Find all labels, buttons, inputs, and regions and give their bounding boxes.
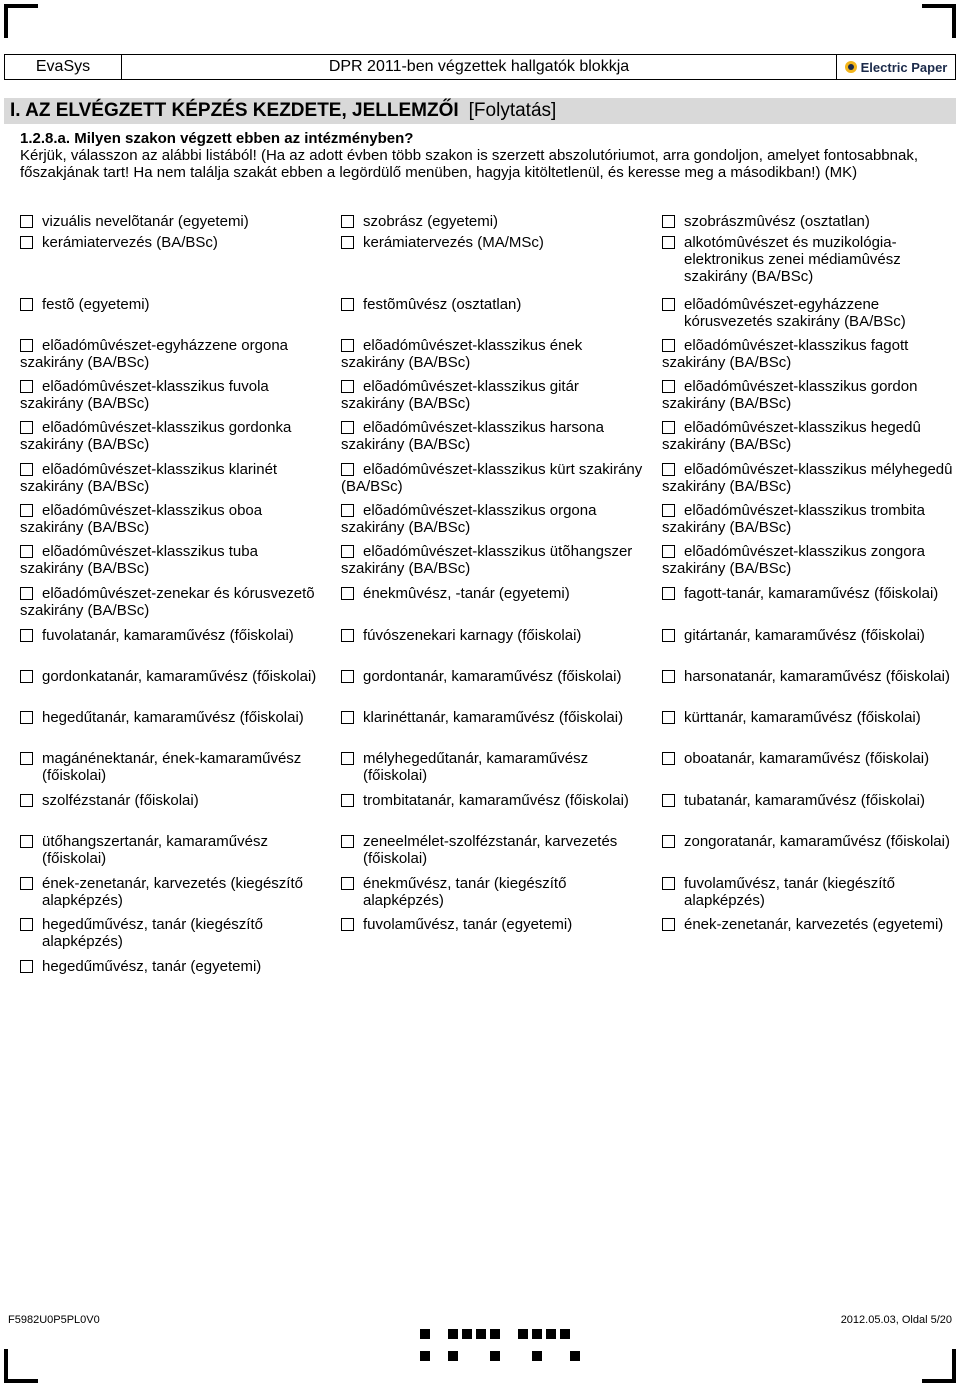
- option-item[interactable]: [662, 750, 960, 767]
- option-label: elõadómûvészet-klasszikus harsona szakirány (BA/BSc): [341, 419, 604, 453]
- barcode-block: [448, 1329, 458, 1339]
- option-label: elõadómûvészet-klasszikus mélyhegedû szakirány (BA/BSc): [662, 461, 953, 495]
- option-label: elõadómûvészet-klasszikus trombita szakirány (BA/BSc): [662, 502, 925, 536]
- option-item[interactable]: [20, 419, 325, 453]
- section-continued: [Folytatás]: [468, 100, 557, 121]
- option-item[interactable]: [341, 627, 646, 644]
- option-item[interactable]: [341, 213, 646, 230]
- option-label: ének-zenetanár, karvezetés (egyetemi): [684, 916, 944, 933]
- option-label: elõadómûvészet-klasszikus fuvola szakirány (BA/BSc): [20, 378, 269, 412]
- option-label: tubatanár, kamaraművész (főiskolai): [684, 792, 925, 809]
- option-checkbox[interactable]: [341, 215, 354, 228]
- option-label: ütőhangszertanár, kamaraművész (főiskolai): [42, 833, 268, 867]
- option-label: harsonatanár, kamaraművész (főiskolai): [684, 668, 950, 685]
- option-item[interactable]: [662, 792, 960, 809]
- option-checkbox[interactable]: [20, 421, 33, 434]
- registration-mark: [922, 1349, 956, 1383]
- option-checkbox[interactable]: [662, 877, 675, 890]
- option-item[interactable]: [662, 585, 960, 602]
- option-checkbox[interactable]: [341, 587, 354, 600]
- option-label: elõadómûvészet-egyházzene orgona szakirány (BA/BSc): [20, 337, 288, 371]
- barcode-block: [546, 1329, 556, 1339]
- option-item[interactable]: [662, 709, 960, 726]
- option-checkbox[interactable]: [662, 380, 675, 393]
- option-item[interactable]: [662, 419, 960, 453]
- option-label: elõadómûvészet-klasszikus tuba szakirány (BA/BSc): [20, 543, 258, 577]
- option-item[interactable]: [341, 419, 646, 453]
- option-checkbox[interactable]: [662, 835, 675, 848]
- option-item[interactable]: [341, 709, 646, 726]
- option-checkbox[interactable]: [20, 587, 33, 600]
- option-label: fuvolaművész, tanár (egyetemi): [363, 916, 573, 933]
- option-label: elõadómûvészet-klasszikus ütõhangszer szakirány (BA/BSc): [341, 543, 633, 577]
- option-checkbox[interactable]: [20, 752, 33, 765]
- option-checkbox[interactable]: [20, 463, 33, 476]
- option-checkbox[interactable]: [662, 670, 675, 683]
- option-checkbox[interactable]: [20, 298, 33, 311]
- option-checkbox[interactable]: [20, 877, 33, 890]
- option-label: gitártanár, kamaraművész (főiskolai): [684, 627, 925, 644]
- option-checkbox[interactable]: [662, 339, 675, 352]
- form-title: DPR 2011-ben végzettek hallgatók blokkja: [122, 55, 837, 79]
- option-item[interactable]: [20, 378, 325, 412]
- option-item[interactable]: [20, 750, 325, 784]
- option-item[interactable]: [20, 585, 325, 619]
- option-checkbox[interactable]: [341, 236, 354, 249]
- option-label: zongoratanár, kamaraművész (főiskolai): [684, 833, 950, 850]
- option-item[interactable]: [662, 875, 960, 909]
- option-label: hegedűtanár, kamaraművész (főiskolai): [42, 709, 304, 726]
- option-checkbox[interactable]: [662, 752, 675, 765]
- option-checkbox[interactable]: [341, 918, 354, 931]
- option-checkbox[interactable]: [662, 629, 675, 642]
- option-checkbox[interactable]: [341, 629, 354, 642]
- option-label: alkotómûvészet és muzikológia-elektronikus zenei médiamûvész szakirány (BA/BSc): [684, 234, 901, 285]
- option-checkbox[interactable]: [341, 339, 354, 352]
- option-item[interactable]: [662, 296, 960, 330]
- option-checkbox[interactable]: [662, 236, 675, 249]
- option-checkbox[interactable]: [341, 794, 354, 807]
- option-item[interactable]: [341, 585, 646, 602]
- option-checkbox[interactable]: [662, 463, 675, 476]
- option-checkbox[interactable]: [662, 587, 675, 600]
- option-label: elõadómûvészet-klasszikus ének szakirány (BA/BSc): [341, 337, 583, 371]
- option-checkbox[interactable]: [20, 545, 33, 558]
- option-checkbox[interactable]: [341, 421, 354, 434]
- option-item[interactable]: [341, 792, 646, 809]
- option-checkbox[interactable]: [20, 711, 33, 724]
- option-label: hegedűművész, tanár (kiegészítő alapképzés): [42, 916, 263, 950]
- option-checkbox[interactable]: [20, 339, 33, 352]
- option-label: elõadómûvészet-klasszikus zongora szakirány (BA/BSc): [662, 543, 925, 577]
- option-label: fúvószenekari karnagy (főiskolai): [363, 627, 582, 644]
- barcode-block: [476, 1329, 486, 1339]
- option-checkbox[interactable]: [341, 711, 354, 724]
- barcode-block: [518, 1329, 528, 1339]
- option-label: trombitatanár, kamaraművész (főiskolai): [363, 792, 629, 809]
- option-label: zeneelmélet-szolfézstanár, karvezetés (főiskolai): [363, 833, 618, 867]
- option-item[interactable]: [341, 916, 646, 933]
- option-item[interactable]: [20, 213, 325, 230]
- registration-mark: [4, 1349, 38, 1383]
- option-item[interactable]: [662, 234, 960, 285]
- option-checkbox[interactable]: [662, 504, 675, 517]
- option-item[interactable]: [20, 668, 325, 685]
- option-item[interactable]: [662, 337, 960, 371]
- option-item[interactable]: [341, 668, 646, 685]
- question-title: 1.2.8.a. Milyen szakon végzett ebben az intézményben?: [20, 130, 414, 147]
- option-checkbox[interactable]: [341, 504, 354, 517]
- option-label: elõadómûvészet-klasszikus fagott szakirány (BA/BSc): [662, 337, 909, 371]
- registration-mark: [4, 4, 38, 38]
- option-checkbox[interactable]: [341, 545, 354, 558]
- option-label: fuvolatanár, kamaraművész (főiskolai): [42, 627, 294, 644]
- electric-paper-logo: [837, 55, 955, 79]
- option-item[interactable]: [20, 627, 325, 644]
- option-item[interactable]: [20, 461, 325, 495]
- option-label: gordontanár, kamaraművész (főiskolai): [363, 668, 622, 685]
- barcode-block: [490, 1329, 500, 1339]
- option-item[interactable]: [20, 875, 325, 909]
- option-checkbox[interactable]: [662, 421, 675, 434]
- option-label: énekművész, tanár (kiegészítő alapképzés): [363, 875, 567, 909]
- form-id: F5982U0P5PL0V0: [8, 1314, 100, 1326]
- option-item[interactable]: [662, 461, 960, 495]
- option-label: elõadómûvészet-klasszikus klarinét szakirány (BA/BSc): [20, 461, 278, 495]
- option-item[interactable]: [662, 833, 960, 850]
- option-checkbox[interactable]: [341, 670, 354, 683]
- option-checkbox[interactable]: [662, 298, 675, 311]
- option-item[interactable]: [341, 461, 646, 495]
- option-label: hegedűművész, tanár (egyetemi): [42, 958, 262, 975]
- option-label: elõadómûvészet-egyházzene kórusvezetés szakirány (BA/BSc): [684, 296, 906, 330]
- option-item[interactable]: [20, 916, 325, 950]
- option-item[interactable]: [341, 337, 646, 371]
- option-item[interactable]: [20, 234, 325, 251]
- option-checkbox[interactable]: [20, 629, 33, 642]
- option-label: elõadómûvészet-klasszikus gordonka szakirány (BA/BSc): [20, 419, 292, 453]
- option-item[interactable]: [341, 750, 646, 784]
- option-checkbox[interactable]: [341, 877, 354, 890]
- option-checkbox[interactable]: [20, 794, 33, 807]
- option-item[interactable]: [20, 958, 325, 975]
- option-checkbox[interactable]: [20, 960, 33, 973]
- barcode-block: [490, 1351, 500, 1361]
- option-label: mélyhegedűtanár, kamaraművész (főiskolai): [363, 750, 589, 784]
- option-label: kürttanár, kamaraművész (főiskolai): [684, 709, 921, 726]
- barcode-block: [448, 1351, 458, 1361]
- option-label: fagott-tanár, kamaraművész (főiskolai): [684, 585, 939, 602]
- option-item[interactable]: [20, 792, 325, 809]
- option-checkbox[interactable]: [20, 215, 33, 228]
- option-label: elõadómûvészet-klasszikus gitár szakirány (BA/BSc): [341, 378, 579, 412]
- option-item[interactable]: [341, 502, 646, 536]
- option-label: fuvolaművész, tanár (kiegészítő alapképzés): [684, 875, 895, 909]
- option-checkbox[interactable]: [20, 918, 33, 931]
- option-checkbox[interactable]: [662, 794, 675, 807]
- option-checkbox[interactable]: [20, 236, 33, 249]
- option-item[interactable]: [20, 709, 325, 726]
- date-page: 2012.05.03, Oldal 5/20: [840, 1314, 952, 1326]
- option-checkbox[interactable]: [20, 670, 33, 683]
- option-label: elõadómûvészet-klasszikus oboa szakirány (BA/BSc): [20, 502, 263, 536]
- option-checkbox[interactable]: [341, 463, 354, 476]
- option-checkbox[interactable]: [20, 504, 33, 517]
- option-checkbox[interactable]: [341, 835, 354, 848]
- option-label: szobrászmûvész (osztatlan): [684, 213, 870, 230]
- barcode-block: [420, 1351, 430, 1361]
- option-item[interactable]: [341, 378, 646, 412]
- option-label: elõadómûvészet-klasszikus gordon szakirány (BA/BSc): [662, 378, 918, 412]
- option-item[interactable]: [662, 916, 960, 933]
- section-title: I. AZ ELVÉGZETT KÉPZÉS KEZDETE, JELLEMZŐI: [10, 100, 459, 121]
- option-item[interactable]: [341, 543, 646, 577]
- option-label: oboatanár, kamaraművész (főiskolai): [684, 750, 930, 767]
- option-checkbox[interactable]: [20, 380, 33, 393]
- option-checkbox[interactable]: [662, 918, 675, 931]
- logo-icon: [845, 61, 857, 73]
- option-checkbox[interactable]: [662, 711, 675, 724]
- option-item[interactable]: [341, 234, 646, 251]
- app-name: EvaSys: [5, 55, 122, 79]
- option-item[interactable]: [662, 213, 960, 230]
- option-label: elõadómûvészet-zenekar és kórusvezetõ szakirány (BA/BSc): [20, 585, 315, 619]
- barcode-block: [532, 1329, 542, 1339]
- option-item[interactable]: [20, 543, 325, 577]
- section-header: [4, 98, 956, 124]
- option-label: festõ (egyetemi): [42, 296, 150, 313]
- barcode-block: [420, 1329, 430, 1339]
- logo-text: Electric Paper: [860, 59, 948, 75]
- option-checkbox[interactable]: [662, 545, 675, 558]
- option-label: elõadómûvészet-klasszikus hegedû szakirány (BA/BSc): [662, 419, 921, 453]
- option-checkbox[interactable]: [341, 298, 354, 311]
- option-checkbox[interactable]: [341, 380, 354, 393]
- option-label: szobrász (egyetemi): [363, 213, 499, 230]
- option-checkbox[interactable]: [20, 835, 33, 848]
- option-label: magánénektanár, ének-kamaraművész (főiskolai): [42, 750, 302, 784]
- option-item[interactable]: [662, 378, 960, 412]
- option-label: elõadómûvészet-klasszikus orgona szakirány (BA/BSc): [341, 502, 597, 536]
- form-header: [4, 54, 956, 80]
- option-item[interactable]: [662, 668, 960, 685]
- option-label: kerámiatervezés (BA/BSc): [42, 234, 218, 251]
- barcode-block: [560, 1329, 570, 1339]
- barcode-block: [570, 1351, 580, 1361]
- barcode-block: [532, 1351, 542, 1361]
- option-checkbox[interactable]: [341, 752, 354, 765]
- option-label: énekmûvész, -tanár (egyetemi): [363, 585, 570, 602]
- option-label: festõmûvész (osztatlan): [363, 296, 522, 313]
- option-item[interactable]: [662, 627, 960, 644]
- option-item[interactable]: [662, 543, 960, 577]
- registration-mark: [922, 4, 956, 38]
- question-block: [20, 130, 950, 181]
- option-label: elõadómûvészet-klasszikus kürt szakirány (BA/BSc): [341, 461, 643, 495]
- option-item[interactable]: [20, 833, 325, 867]
- option-item[interactable]: [662, 502, 960, 536]
- question-instruction: Kérjük, válasszon az alábbi listából! (Ha az adott évben több szakon is szerzett abszolutóriumot, arra gondoljon, amelyet fontosabbnak, főszakjának tart! Ha nem találja szakát ebben a legördülő menüben, hagyja kitöltetlenül, és keresse meg a másodikban!) (MK): [20, 147, 919, 181]
- barcode-block: [462, 1329, 472, 1339]
- option-item[interactable]: [341, 296, 646, 313]
- option-label: ének-zenetanár, karvezetés (kiegészítő alapképzés): [42, 875, 303, 909]
- option-label: kerámiatervezés (MA/MSc): [363, 234, 544, 251]
- option-item[interactable]: [341, 833, 646, 867]
- option-label: klarinéttanár, kamaraművész (főiskolai): [363, 709, 624, 726]
- option-label: vizuális nevelõtanár (egyetemi): [42, 213, 249, 230]
- option-item[interactable]: [20, 502, 325, 536]
- option-label: szolfézstanár (főiskolai): [42, 792, 199, 809]
- option-item[interactable]: [20, 337, 325, 371]
- option-checkbox[interactable]: [662, 215, 675, 228]
- option-label: gordonkatanár, kamaraművész (főiskolai): [42, 668, 317, 685]
- option-item[interactable]: [20, 296, 325, 313]
- option-item[interactable]: [341, 875, 646, 909]
